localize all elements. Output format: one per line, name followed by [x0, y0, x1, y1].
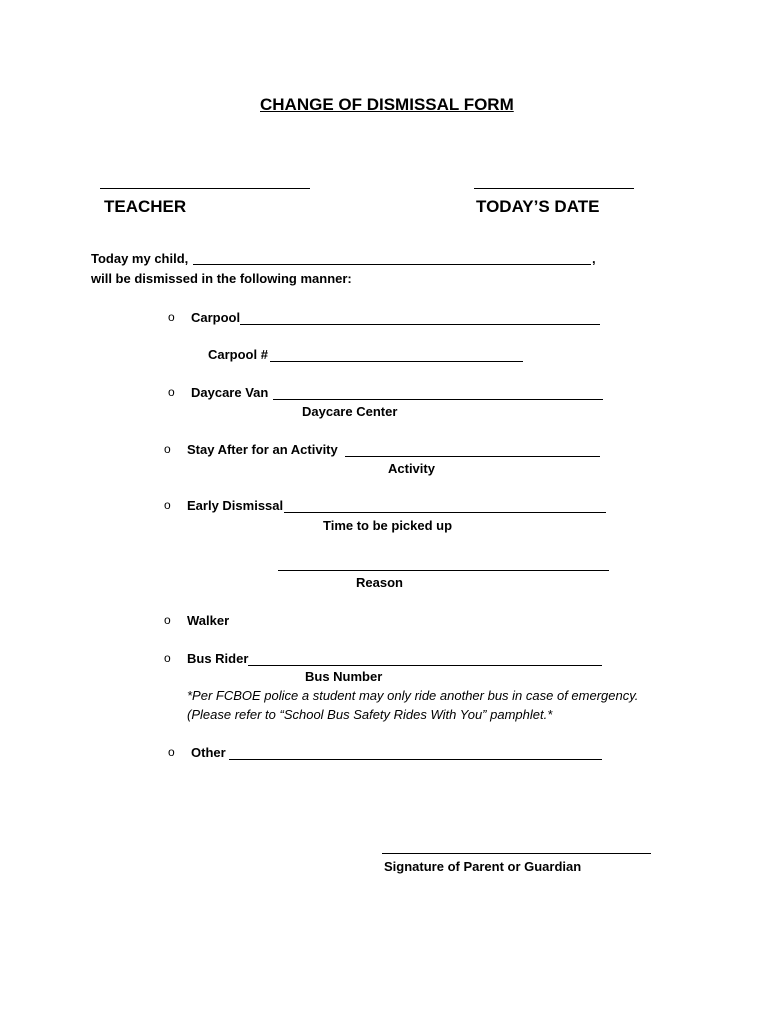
teacher-label: TEACHER — [104, 197, 187, 216]
bus-rider-bullet[interactable]: o — [164, 651, 171, 665]
bus-note-line-1: *Per FCBOE police a student may only ride another bus in case of emergency. — [187, 688, 639, 703]
carpool-label: Carpool — [191, 310, 241, 325]
other-blank[interactable] — [229, 759, 602, 760]
intro-line-2: will be dismissed in the following manner: — [91, 271, 352, 286]
walker-label: Walker — [187, 613, 230, 628]
teacher-blank[interactable] — [100, 188, 310, 189]
early-dismissal-label: Early Dismissal — [187, 498, 284, 513]
walker-bullet[interactable]: o — [164, 613, 171, 627]
daycare-van-blank[interactable] — [273, 399, 603, 400]
intro-line-1: Today my child, — [91, 251, 189, 266]
carpool-number-label: Carpool # — [208, 347, 268, 362]
stay-after-label: Stay After for an Activity — [187, 442, 338, 457]
date-blank[interactable] — [474, 188, 634, 189]
other-label: Other — [191, 745, 226, 760]
reason-blank[interactable] — [278, 570, 609, 571]
bus-note-line-2: (Please refer to “School Bus Safety Rides With You” pamphlet.* — [187, 707, 553, 722]
signature-label: Signature of Parent or Guardian — [384, 859, 582, 874]
reason-caption: Reason — [356, 575, 403, 590]
other-bullet[interactable]: o — [168, 745, 175, 759]
daycare-center-caption: Daycare Center — [302, 404, 398, 419]
child-name-blank[interactable] — [193, 264, 591, 265]
time-picked-up-caption: Time to be picked up — [323, 518, 453, 533]
signature-blank[interactable] — [382, 853, 651, 854]
carpool-bullet[interactable]: o — [168, 310, 175, 324]
early-dismissal-blank[interactable] — [284, 512, 606, 513]
form-title: CHANGE OF DISMISSAL FORM — [260, 95, 514, 114]
activity-caption: Activity — [388, 461, 435, 476]
carpool-number-blank[interactable] — [270, 361, 523, 362]
daycare-van-label: Daycare Van — [191, 385, 269, 400]
intro-comma: , — [592, 251, 596, 266]
date-label: TODAY’S DATE — [476, 197, 600, 216]
early-dismissal-bullet[interactable]: o — [164, 498, 171, 512]
carpool-blank[interactable] — [240, 324, 600, 325]
stay-after-blank[interactable] — [345, 456, 600, 457]
daycare-van-bullet[interactable]: o — [168, 385, 175, 399]
bus-rider-blank[interactable] — [248, 665, 602, 666]
bus-number-caption: Bus Number — [305, 669, 383, 684]
bus-rider-label: Bus Rider — [187, 651, 249, 666]
stay-after-bullet[interactable]: o — [164, 442, 171, 456]
